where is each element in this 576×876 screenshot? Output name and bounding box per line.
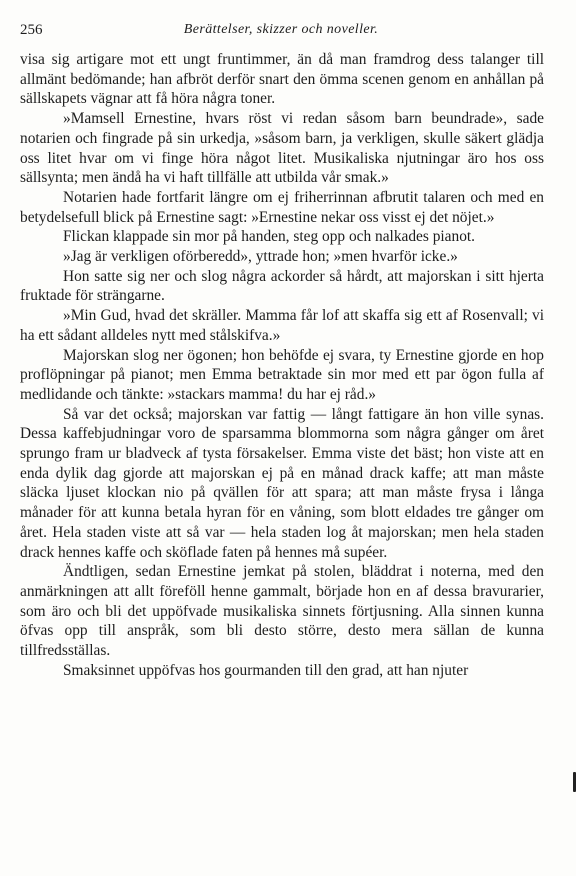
paragraph: Flickan klappade sin mor på handen, steg opp och nalkades pianot.	[63, 228, 476, 246]
paragraph: Så var det också; majorskan var fattig — långt fattigare än hon ville synas. Dessa kaffebjudningar voro de sparsamma blommorna som några gånger om året sprungo fram ur bladveck af tysta försakelser. Emma viste det bäst; hon viste att en enda dylik dag gjorde att majorskan ej på en månad drack kaffe; att man måste släcka ljuset klockan nio på qvällen för att spara; att man måste frysa i långa månader för att kunna betala hyran för en våning, som blott eldades tre gånger om året. Hela staden viste att så var — hela staden log åt majorskan; men hela staden drack hennes kaffe och sköflade faten på hennes må supéer.	[20, 405, 544, 561]
paragraph: »Jag är verkligen oförberedd», yttrade hon; »men hvarför icke.»	[63, 248, 458, 266]
page-number: 256	[20, 22, 43, 38]
paragraph: Notarien hade fortfarit längre om ej friherrinnan afbrutit talaren och med en betydelsefull blick på Ernestine sagt: »Ernestine nekar oss visst ej det nöjet.»	[20, 188, 544, 226]
running-head: Berättelser, skizzer och noveller.	[183, 22, 379, 37]
paragraph: »Mamsell Ernestine, hvars röst vi redan såsom barn beundrade», sade notarien och fingrade på sin urkedja, »såsom barn, ja verkligen, skulle säkert glädja oss litet hvar om vi finge höra något litet. Musikaliska njutningar äro hos oss sällsynta; men ändå ha vi haft tillfälle att utbilda vår smak.»	[20, 110, 544, 187]
page-header	[20, 22, 542, 42]
paragraph: Majorskan slog ner ögonen; hon behöfde ej svara, ty Ernestine gjorde en hop proflöpningar på pianot; men Emma betraktade sin mor med ett par ögon fulla af medlidande och tänkte: »stackars mamma! du har ej råd.»	[20, 346, 544, 403]
paragraph: Hon satte sig ner och slog några ackorder så hårdt, att majorskan i sitt hjerta fruktade för strängarne.	[20, 267, 544, 305]
paragraph: »Min Gud, hvad det skräller. Mamma får lof att skaffa sig ett af Rosenvall; vi ha ett sådant alldeles nytt med stålskifva.»	[20, 307, 544, 344]
paragraph: Smaksinnet uppöfvas hos gourmanden till den grad, att han njuter	[63, 661, 469, 679]
paragraph: Ändtligen, sedan Ernestine jemkat på stolen, bläddrat i noterna, med den anmärkningen att allt föreföll henne gammalt, började hon en af dessa bravurarier, som äro och bli det uppöfvade musikaliska sinnets förtjusning. Alla sinnen kunna öfvas opp till anspråk, som bli desto större, desto mera sällan de kunna tillfredsställas.	[20, 563, 544, 660]
paragraph: visa sig artigare mot ett ungt fruntimmer, än då man framdrog dess talanger till allmänt bedömande; han afbröt derför snart den ömma scenen genom en anhållan på sällskapets vägnar att få höra några toner.	[20, 51, 544, 108]
body-text	[20, 50, 544, 681]
